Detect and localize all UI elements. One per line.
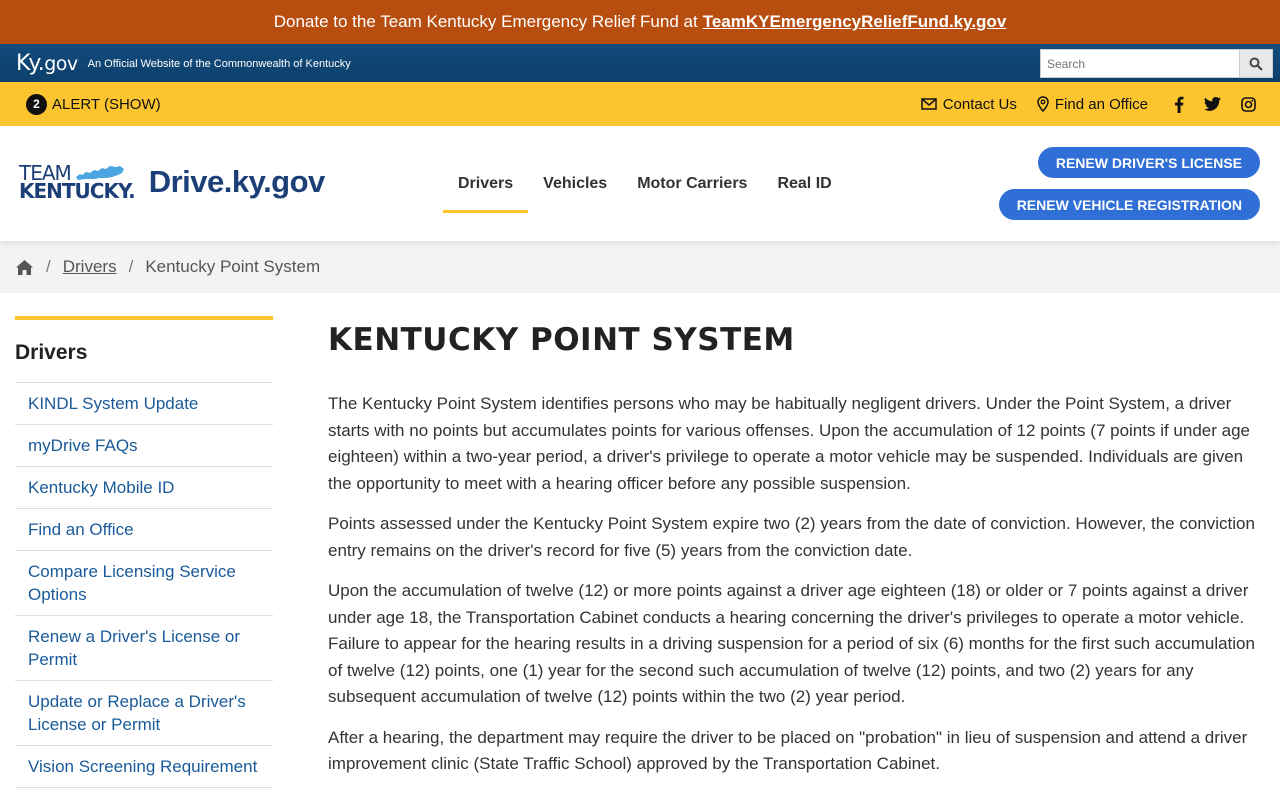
renew-registration-button[interactable]: RENEW VEHICLE REGISTRATION — [999, 189, 1260, 220]
map-pin-icon — [1037, 96, 1049, 112]
facebook-icon[interactable] — [1174, 96, 1184, 113]
cta-group — [1038, 147, 1260, 178]
breadcrumb-separator: / — [128, 257, 134, 276]
breadcrumb-separator: / — [46, 257, 51, 276]
magnifier-icon — [1249, 57, 1263, 71]
find-office-link[interactable]: Find an Office — [1037, 96, 1148, 113]
search-button[interactable] — [1240, 49, 1273, 78]
nav-drivers[interactable]: Drivers — [443, 126, 528, 241]
kentucky-state-icon — [72, 165, 126, 181]
search-input[interactable] — [1040, 49, 1240, 78]
sidebar-item-renew-license[interactable]: Renew a Driver's License or Permit — [15, 616, 273, 681]
sidebar-item-mydrive-faqs[interactable]: myDrive FAQs — [15, 425, 273, 467]
twitter-icon[interactable] — [1204, 97, 1221, 111]
sidebar-item-find-office[interactable]: Find an Office — [15, 509, 273, 551]
renew-license-button[interactable]: RENEW DRIVER'S LICENSE — [1038, 147, 1260, 178]
sidebar-title: Drivers — [15, 320, 273, 383]
main-content — [328, 320, 1264, 778]
instagram-icon[interactable] — [1241, 97, 1256, 112]
breadcrumb-current: Kentucky Point System — [145, 257, 321, 276]
cta-group-2 — [999, 189, 1260, 220]
team-kentucky-logo: TEAM KENTUCKY. — [19, 161, 135, 203]
envelope-icon — [921, 98, 937, 110]
paragraph: Upon the accumulation of twelve (12) or more points against a driver age eighteen (18) or older or 7 points against a driver under age 18, the Transportation Cabinet conducts a hearing concerning the driver's privileges to operate a motor vehicle. Failure to appear for the hearing results in a driving suspension for a period of six (6) months for the first such accumulation of twelve (12) points, one (1) year for the second such accumulation of twelve (12) points, and two (2) years for any subsequent accumulation of twelve (12) points within the two (2) year period. — [328, 581, 1255, 706]
contact-us-link[interactable]: Contact Us — [921, 96, 1017, 113]
paragraph: After a hearing, the department may require the driver to be placed on "probation" in lieu of suspension and attend a driver improvement clinic (State Traffic School) approved by the Transportation Cabinet. — [328, 727, 1248, 773]
site-search — [1040, 49, 1273, 78]
alert-toggle[interactable] — [26, 94, 161, 115]
site-header — [0, 126, 1280, 241]
sidebar-item-vision-screening[interactable]: Vision Screening Requirement — [15, 746, 273, 788]
paragraph: The Kentucky Point System identifies persons who may be habitually negligent drivers. Under the Point System, a driver starts with no points but accumulates points for various offenses. Upon the accumulation of 12 points (7 points if under age eighteen) within a two-year period, a driver's privilege to operate a motor vehicle may be suspended. Individuals are given the opportunity to meet with a hearing officer before any possible suspension. — [328, 394, 1250, 493]
sidebar — [15, 316, 273, 788]
kygov-logo[interactable]: Ky.gov — [16, 50, 78, 76]
sidebar-item-kindl[interactable]: KINDL System Update — [15, 383, 273, 425]
main-nav — [443, 126, 847, 241]
sidebar-item-update-replace[interactable]: Update or Replace a Driver's License or Permit — [15, 681, 273, 746]
official-website-text: An Official Website of the Commonwealth of Kentucky — [87, 58, 351, 70]
nav-motor-carriers[interactable]: Motor Carriers — [637, 174, 748, 192]
breadcrumb-drivers[interactable]: Drivers — [62, 257, 117, 276]
alert-bar — [0, 82, 1280, 126]
donate-link[interactable]: TeamKYEmergencyReliefFund.ky.gov — [702, 12, 1007, 31]
site-title: Drive.ky.gov — [148, 164, 325, 199]
page-title: KENTUCKY POINT SYSTEM — [328, 322, 795, 358]
home-icon[interactable] — [15, 259, 34, 276]
donate-text: Donate to the Team Kentucky Emergency Relief Fund at — [273, 12, 698, 31]
nav-real-id[interactable]: Real ID — [777, 174, 832, 192]
alert-count-badge: 2 — [26, 94, 47, 115]
sidebar-item-mobile-id[interactable]: Kentucky Mobile ID — [15, 467, 273, 509]
sidebar-item-compare-services[interactable]: Compare Licensing Service Options — [15, 551, 273, 616]
paragraph: Points assessed under the Kentucky Point System expire two (2) years from the date of conviction. However, the conviction entry remains on the driver's record for five (5) years from the conviction date. — [328, 514, 1255, 560]
donate-banner — [0, 0, 1280, 44]
kygov-bar — [0, 44, 1280, 82]
site-brand[interactable] — [19, 163, 325, 201]
breadcrumb — [0, 241, 1280, 293]
nav-vehicles[interactable]: Vehicles — [543, 174, 608, 192]
alert-label: ALERT (SHOW) — [52, 95, 161, 113]
